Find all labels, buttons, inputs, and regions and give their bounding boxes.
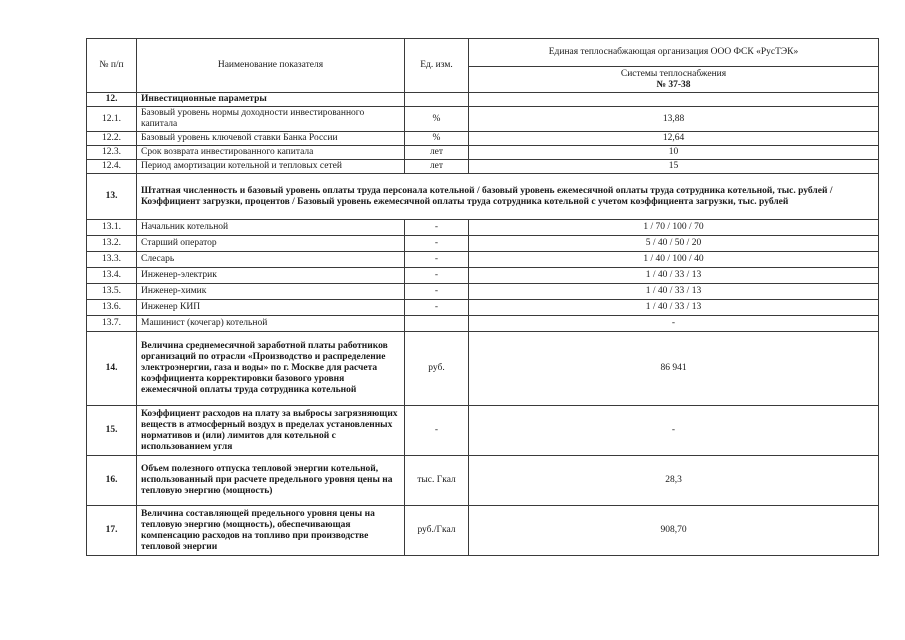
row-num: 13.4. bbox=[87, 268, 137, 284]
row-unit: - bbox=[405, 252, 469, 268]
table-row bbox=[87, 268, 879, 284]
row-name: Машинист (кочегар) котельной bbox=[137, 316, 405, 332]
header-unit: Ед. изм. bbox=[405, 39, 469, 93]
header-name: Наименование показателя bbox=[137, 39, 405, 93]
row-unit: руб. bbox=[405, 332, 469, 406]
row-name: Инженер-электрик bbox=[137, 268, 405, 284]
row-value: 86 941 bbox=[469, 332, 879, 406]
row-name: Период амортизации котельной и тепловых сетей bbox=[137, 160, 405, 174]
row-name: Инвестиционные параметры bbox=[137, 93, 405, 107]
header-systems-line2: № 37-38 bbox=[656, 79, 691, 90]
row-value: 13,88 bbox=[469, 107, 879, 132]
table-row bbox=[87, 93, 879, 107]
row-num: 17. bbox=[87, 506, 137, 556]
row-unit: - bbox=[405, 268, 469, 284]
table-row bbox=[87, 174, 879, 220]
header-num: № п/п bbox=[87, 39, 137, 93]
row-unit: лет bbox=[405, 160, 469, 174]
row-unit: - bbox=[405, 220, 469, 236]
row-num: 13.6. bbox=[87, 300, 137, 316]
row-num: 12.4. bbox=[87, 160, 137, 174]
row-num: 14. bbox=[87, 332, 137, 406]
row-unit: тыс. Гкал bbox=[405, 456, 469, 506]
row-value: 15 bbox=[469, 160, 879, 174]
row-name: Объем полезного отпуска тепловой энергии котельной, использованный при расчете предельного уровня цены на тепловую энергию (мощность) bbox=[137, 456, 405, 506]
row-num: 12.1. bbox=[87, 107, 137, 132]
row-num: 12.2. bbox=[87, 132, 137, 146]
row-name: Базовый уровень нормы доходности инвестированного капитала bbox=[137, 107, 405, 132]
row-unit: лет bbox=[405, 146, 469, 160]
row-name: Штатная численность и базовый уровень оплаты труда персонала котельной / базовый уровень ежемесячной оплаты труда сотрудника котельной, тыс. рублей / Коэффициент загрузки, процентов / Базовый уровень ежемесячной оплаты труда сотрудника котельной с учетом коэффициента загрузки, тыс. рублей bbox=[137, 174, 879, 220]
table-row bbox=[87, 300, 879, 316]
row-unit bbox=[405, 93, 469, 107]
row-name: Инженер КИП bbox=[137, 300, 405, 316]
table-row bbox=[87, 406, 879, 456]
row-value: 1 / 40 / 33 / 13 bbox=[469, 268, 879, 284]
row-num: 13. bbox=[87, 174, 137, 220]
indicator-table bbox=[86, 38, 879, 556]
row-num: 13.2. bbox=[87, 236, 137, 252]
row-num: 13.1. bbox=[87, 220, 137, 236]
row-unit: руб./Гкал bbox=[405, 506, 469, 556]
row-unit: % bbox=[405, 132, 469, 146]
row-value: 1 / 70 / 100 / 70 bbox=[469, 220, 879, 236]
row-unit: - bbox=[405, 300, 469, 316]
row-name: Коэффициент расходов на плату за выбросы загрязняющих веществ в атмосферный воздух в пределах установленных нормативов и (или) лимитов для котельной с использованием угля bbox=[137, 406, 405, 456]
row-name: Срок возврата инвестированного капитала bbox=[137, 146, 405, 160]
row-num: 13.5. bbox=[87, 284, 137, 300]
row-name: Старший оператор bbox=[137, 236, 405, 252]
table-row bbox=[87, 220, 879, 236]
row-value: 1 / 40 / 33 / 13 bbox=[469, 300, 879, 316]
row-name: Начальник котельной bbox=[137, 220, 405, 236]
row-unit: - bbox=[405, 406, 469, 456]
row-name: Инженер-химик bbox=[137, 284, 405, 300]
table-row bbox=[87, 132, 879, 146]
table-row bbox=[87, 506, 879, 556]
row-num: 12. bbox=[87, 93, 137, 107]
row-value bbox=[469, 93, 879, 107]
row-value: 1 / 40 / 33 / 13 bbox=[469, 284, 879, 300]
header-systems-line1: Системы теплоснабжения bbox=[620, 68, 727, 79]
row-num: 15. bbox=[87, 406, 137, 456]
header-org: Единая теплоснабжающая организация ООО ФСК «РусТЭК» bbox=[469, 39, 879, 67]
row-value: 5 / 40 / 50 / 20 bbox=[469, 236, 879, 252]
table-row bbox=[87, 236, 879, 252]
row-num: 16. bbox=[87, 456, 137, 506]
row-value: 1 / 40 / 100 / 40 bbox=[469, 252, 879, 268]
table-row bbox=[87, 252, 879, 268]
header-systems bbox=[469, 67, 879, 93]
row-value: 908,70 bbox=[469, 506, 879, 556]
row-value: 10 bbox=[469, 146, 879, 160]
row-value: 12,64 bbox=[469, 132, 879, 146]
row-num: 13.7. bbox=[87, 316, 137, 332]
row-value: - bbox=[469, 406, 879, 456]
row-value: 28,3 bbox=[469, 456, 879, 506]
row-name: Слесарь bbox=[137, 252, 405, 268]
row-unit: % bbox=[405, 107, 469, 132]
row-num: 12.3. bbox=[87, 146, 137, 160]
table-row bbox=[87, 146, 879, 160]
table-row bbox=[87, 284, 879, 300]
table-row bbox=[87, 160, 879, 174]
row-name: Базовый уровень ключевой ставки Банка России bbox=[137, 132, 405, 146]
table-body bbox=[87, 39, 879, 556]
row-name: Величина составляющей предельного уровня цены на тепловую энергию (мощность), обеспечивающая компенсацию расходов на топливо при производстве тепловой энергии bbox=[137, 506, 405, 556]
row-unit bbox=[405, 316, 469, 332]
row-name: Величина среднемесячной заработной платы работников организаций по отрасли «Производство и распределение электроэнергии, газа и воды» по г. Москве для расчета коэффициента корректировки базового уровня ежемесячной оплаты труда сотрудника котельной bbox=[137, 332, 405, 406]
table-row bbox=[87, 456, 879, 506]
table-row bbox=[87, 107, 879, 132]
row-num: 13.3. bbox=[87, 252, 137, 268]
row-unit: - bbox=[405, 284, 469, 300]
table-row bbox=[87, 332, 879, 406]
table-row bbox=[87, 316, 879, 332]
row-unit: - bbox=[405, 236, 469, 252]
row-value: - bbox=[469, 316, 879, 332]
header-row-1 bbox=[87, 39, 879, 67]
